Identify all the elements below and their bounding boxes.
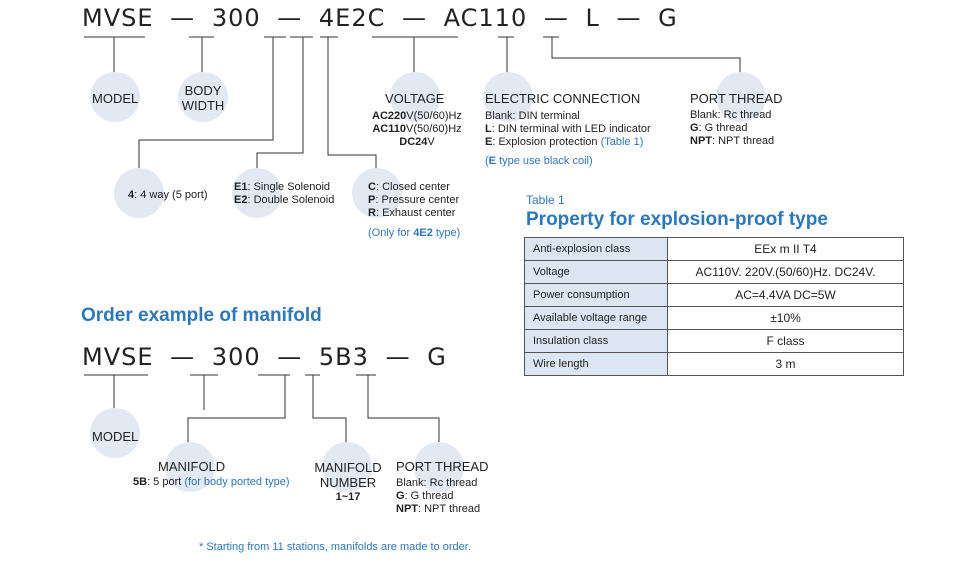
manifold-options: 5B: 5 port (for body ported type) <box>133 476 290 488</box>
code-dash: — <box>170 343 196 371</box>
manifold-heading: Order example of manifold <box>81 305 322 326</box>
manifold-number-range: 1~17 <box>335 491 361 503</box>
code-part: AC110 <box>443 4 528 32</box>
table-value-cell: F class <box>668 330 904 353</box>
footnote: * Starting from 11 stations, manifolds are made to order. <box>199 541 471 553</box>
center-options: C: Closed center P: Pressure center R: Exhaust center <box>368 181 460 219</box>
code-part: 300 <box>211 4 261 32</box>
label-manifold: MANIFOLD <box>158 459 226 474</box>
top-order-code <box>82 6 678 30</box>
table-row <box>525 307 904 330</box>
property-table <box>524 237 904 376</box>
code-part: L <box>585 4 600 32</box>
label-voltage: VOLTAGE <box>385 91 445 106</box>
code-dash: — <box>170 4 196 32</box>
code-dash: — <box>402 4 428 32</box>
table-key-cell: Insulation class <box>525 330 668 353</box>
label-manifold-model: MODEL <box>92 429 139 444</box>
way-options: 4: 4 way (5 port) <box>128 189 208 201</box>
table-title: Property for explosion-proof type <box>526 209 828 230</box>
table-key-cell: Available voltage range <box>525 307 668 330</box>
center-note: (Only for 4E2 type) <box>368 227 461 239</box>
table-value-cell: AC=4.4VA DC=5W <box>668 284 904 307</box>
label-model: MODEL <box>92 91 139 106</box>
code-part: 300 <box>211 343 261 371</box>
code-part: G <box>427 343 447 371</box>
table-value-cell: ±10% <box>668 307 904 330</box>
code-dash: — <box>385 343 411 371</box>
code-part: 5B3 <box>318 343 369 371</box>
table-row <box>525 330 904 353</box>
table-row <box>525 284 904 307</box>
table-key-cell: Wire length <box>525 353 668 376</box>
code-part: 4E2C <box>318 4 386 32</box>
table-key-cell: Anti-explosion class <box>525 238 668 261</box>
port-thread-options: Blank: Rc thread G: G thread NPT: NPT thread <box>690 109 775 147</box>
code-part: G <box>658 4 678 32</box>
code-dash: — <box>277 343 303 371</box>
solenoid-options: E1: Single Solenoid E2: Double Solenoid <box>234 181 335 206</box>
code-part: MVSE <box>82 4 154 32</box>
table-key-cell: Power consumption <box>525 284 668 307</box>
label-electric-connection: ELECTRIC CONNECTION <box>485 91 641 106</box>
manifold-order-code <box>82 345 447 369</box>
label-manifold-number: MANIFOLD NUMBER <box>314 460 382 490</box>
table-label: Table 1 <box>526 193 565 207</box>
electric-options: Blank: DIN terminal L: DIN terminal with LED indicator E: Explosion protection (Table 1) <box>485 110 651 148</box>
table-row <box>525 238 904 261</box>
table-value-cell: 3 m <box>668 353 904 376</box>
code-dash: — <box>277 4 303 32</box>
manifold-port-options: Blank: Rc thread G: G thread NPT: NPT thread <box>396 477 481 515</box>
table-row <box>525 353 904 376</box>
code-part: MVSE <box>82 343 154 371</box>
table-key-cell: Voltage <box>525 261 668 284</box>
label-port-thread: PORT THREAD <box>690 91 783 106</box>
table-row <box>525 261 904 284</box>
table-value-cell: EEx m II T4 <box>668 238 904 261</box>
label-manifold-port: PORT THREAD <box>396 459 489 474</box>
label-body-width: BODY WIDTH <box>181 83 225 113</box>
code-dash: — <box>616 4 642 32</box>
electric-note: (E type use black coil) <box>485 155 593 167</box>
code-dash: — <box>543 4 569 32</box>
table-value-cell: AC110V. 220V.(50/60)Hz. DC24V. <box>668 261 904 284</box>
voltage-options: AC220V(50/60)Hz AC110V(50/60)Hz DC24V <box>372 110 462 148</box>
